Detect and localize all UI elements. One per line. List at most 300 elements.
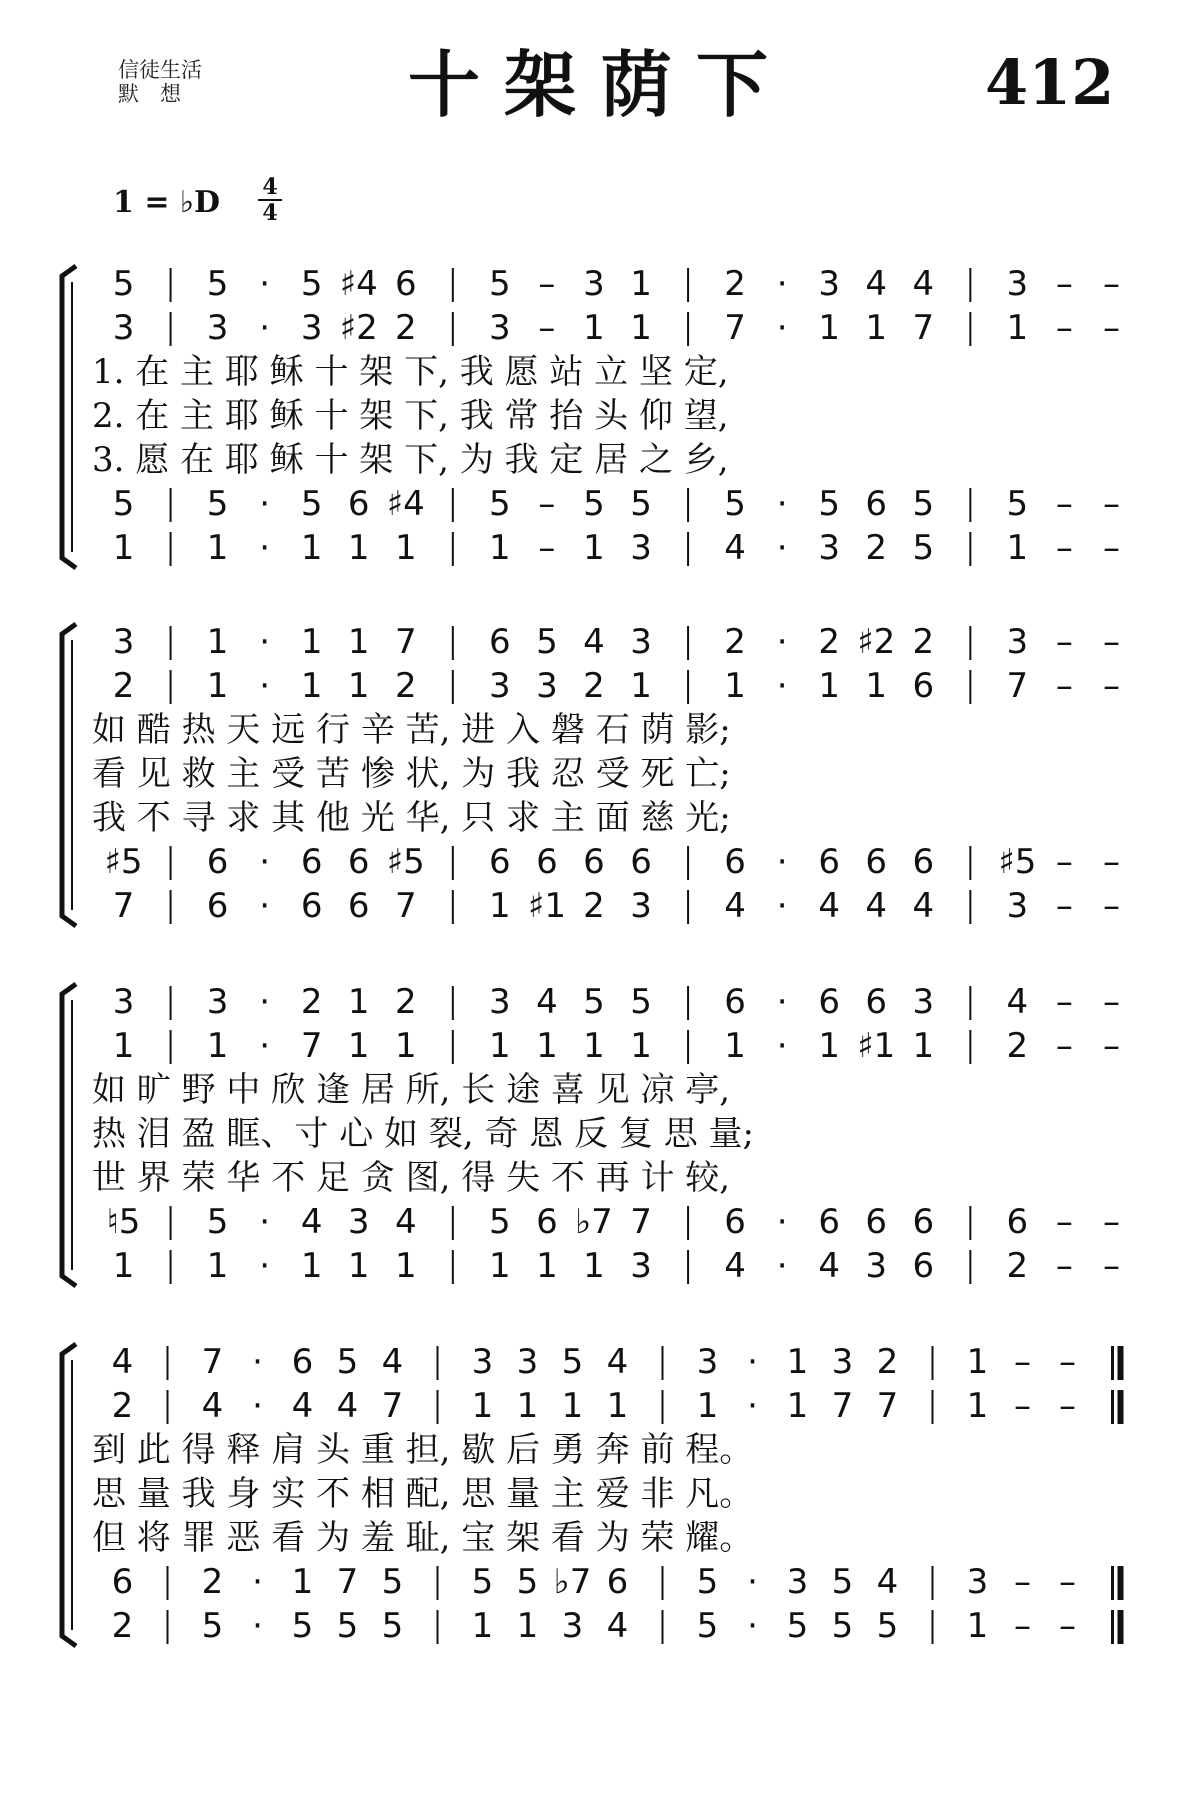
- note: ♭7: [553, 1562, 592, 1602]
- note: 5: [912, 528, 935, 568]
- lyric-line: 思 量 我 身 实 不 相 配, 思 量 主 爱 非 凡。: [92, 1474, 754, 1514]
- note: 6: [606, 1562, 629, 1602]
- note: 6: [489, 622, 511, 662]
- note: 1: [516, 1386, 539, 1426]
- note: 2: [111, 1386, 134, 1426]
- note: 1: [347, 1026, 370, 1066]
- note: 6: [347, 886, 370, 926]
- note: 1: [583, 1246, 605, 1286]
- note: 5: [201, 1606, 224, 1646]
- dot: ·: [776, 264, 788, 304]
- note: 5: [630, 484, 652, 524]
- note: 6: [724, 842, 746, 882]
- note: 1: [347, 622, 370, 662]
- hold-dash: –: [1055, 528, 1073, 568]
- note: 3: [966, 1562, 989, 1602]
- note: 3: [489, 308, 511, 348]
- note: 5: [583, 484, 605, 524]
- dot: ·: [776, 666, 788, 706]
- note: 2: [201, 1562, 224, 1602]
- note: 5: [300, 484, 323, 524]
- note: 5: [876, 1606, 899, 1646]
- hold-dash: –: [1102, 666, 1120, 706]
- note: 6: [536, 1202, 558, 1242]
- lyric-line: 我 不 寻 求 其 他 光 华, 只 求 主 面 慈 光;: [92, 798, 731, 838]
- dot: ·: [776, 1246, 788, 1286]
- note: 3: [471, 1342, 494, 1382]
- dot: ·: [259, 1202, 271, 1242]
- note: 6: [630, 842, 652, 882]
- hold-dash: –: [538, 484, 556, 524]
- hold-dash: –: [1102, 264, 1120, 304]
- note: 5: [291, 1606, 314, 1646]
- note: 3: [1006, 622, 1029, 662]
- note: 5: [300, 264, 323, 304]
- note: 5: [561, 1342, 584, 1382]
- note: 4: [724, 528, 746, 568]
- note: 6: [865, 1202, 888, 1242]
- lyric-line: 到 此 得 释 肩 头 重 担, 歇 后 勇 奔 前 程。: [92, 1430, 754, 1470]
- note: 5: [471, 1562, 494, 1602]
- note: 6: [489, 842, 511, 882]
- note: 4: [111, 1342, 134, 1382]
- dot: ·: [747, 1562, 758, 1602]
- note: 1: [630, 308, 652, 348]
- note: 1: [206, 1246, 229, 1286]
- dot: ·: [259, 1246, 271, 1286]
- note: 3: [489, 982, 511, 1022]
- note: 4: [336, 1386, 359, 1426]
- note: 1: [394, 1026, 417, 1066]
- hold-dash: –: [1059, 1606, 1076, 1646]
- note: 7: [1006, 666, 1029, 706]
- note: 1: [347, 1246, 370, 1286]
- note: 2: [724, 264, 746, 304]
- dot: ·: [259, 308, 271, 348]
- note: 3: [347, 1202, 370, 1242]
- dot: ·: [776, 308, 788, 348]
- note: 7: [630, 1202, 652, 1242]
- note: ♯5: [104, 842, 143, 882]
- note: 6: [865, 484, 888, 524]
- note: 1: [1006, 528, 1029, 568]
- hold-dash: –: [1059, 1386, 1076, 1426]
- note: 1: [1006, 308, 1029, 348]
- dot: ·: [259, 264, 271, 304]
- dot: ·: [259, 484, 271, 524]
- note: 6: [300, 842, 323, 882]
- note: 2: [583, 666, 605, 706]
- note: 5: [489, 1202, 511, 1242]
- note: 1: [206, 1026, 229, 1066]
- lyric-line: 3. 愿 在 耶 稣 十 架 下, 为 我 定 居 之 乡,: [92, 440, 729, 480]
- score-system: [0, 1340, 1200, 1650]
- note: 3: [489, 666, 511, 706]
- note: 5: [206, 1202, 229, 1242]
- hold-dash: –: [1102, 308, 1120, 348]
- hold-dash: –: [1102, 982, 1120, 1022]
- note: 5: [381, 1562, 404, 1602]
- note: 4: [818, 886, 841, 926]
- time-signature: [258, 176, 282, 224]
- note: 3: [112, 982, 135, 1022]
- note: 1: [818, 1026, 841, 1066]
- dot: ·: [776, 886, 788, 926]
- note: ♮5: [106, 1202, 141, 1242]
- dot: ·: [776, 982, 788, 1022]
- note: 4: [1006, 982, 1029, 1022]
- hold-dash: –: [1102, 886, 1120, 926]
- note: 2: [583, 886, 605, 926]
- dot: ·: [252, 1386, 263, 1426]
- note: 1: [912, 1026, 935, 1066]
- hold-dash: –: [1055, 842, 1073, 882]
- note: 3: [112, 622, 135, 662]
- note: 2: [865, 528, 888, 568]
- note: 1: [724, 1026, 746, 1066]
- dot: ·: [252, 1562, 263, 1602]
- note: 5: [786, 1606, 809, 1646]
- note: 1: [561, 1386, 584, 1426]
- score-system: [0, 262, 1200, 572]
- note: 4: [536, 982, 558, 1022]
- note: 7: [336, 1562, 359, 1602]
- note: 7: [381, 1386, 404, 1426]
- note: 1: [786, 1342, 809, 1382]
- note: 3: [206, 308, 229, 348]
- note: 7: [724, 308, 746, 348]
- note: 1: [818, 308, 841, 348]
- subcategory-label: 默 想: [118, 82, 181, 106]
- note: 1: [966, 1386, 989, 1426]
- note: 6: [347, 842, 370, 882]
- hold-dash: –: [1014, 1386, 1031, 1426]
- dot: ·: [259, 1026, 271, 1066]
- note: 3: [818, 528, 841, 568]
- note: 3: [561, 1606, 584, 1646]
- note: 3: [300, 308, 323, 348]
- hold-dash: –: [1055, 982, 1073, 1022]
- note: 5: [112, 484, 135, 524]
- note: 6: [300, 886, 323, 926]
- note: 3: [630, 886, 652, 926]
- note: 6: [206, 886, 229, 926]
- note: 2: [300, 982, 323, 1022]
- note: 3: [912, 982, 935, 1022]
- dot: ·: [776, 1202, 788, 1242]
- note: 3: [696, 1342, 719, 1382]
- note: 6: [865, 842, 888, 882]
- note: 5: [536, 622, 558, 662]
- note: 1: [300, 666, 323, 706]
- note: ♯4: [386, 484, 425, 524]
- hold-dash: –: [1055, 1246, 1073, 1286]
- note: 4: [912, 264, 935, 304]
- note: 6: [347, 484, 370, 524]
- dot: ·: [747, 1342, 758, 1382]
- hymn-header: [0, 0, 1200, 250]
- dot: ·: [747, 1386, 758, 1426]
- note: 7: [394, 622, 417, 662]
- note: ♯1: [527, 886, 566, 926]
- note: 1: [206, 622, 229, 662]
- note: 3: [206, 982, 229, 1022]
- note: 4: [724, 886, 746, 926]
- note: 1: [489, 1026, 511, 1066]
- note: 1: [206, 666, 229, 706]
- note: 1: [300, 622, 323, 662]
- hold-dash: –: [1102, 1246, 1120, 1286]
- note: 3: [516, 1342, 539, 1382]
- hold-dash: –: [538, 528, 556, 568]
- hymn-number: 412: [985, 46, 1115, 119]
- note: 3: [1006, 264, 1029, 304]
- note: 6: [818, 1202, 841, 1242]
- note: ♯1: [857, 1026, 896, 1066]
- note: 1: [786, 1386, 809, 1426]
- lyric-line: 但 将 罪 恶 看 为 羞 耻, 宝 架 看 为 荣 耀。: [92, 1518, 754, 1558]
- hold-dash: –: [1055, 886, 1073, 926]
- dot: ·: [252, 1342, 263, 1382]
- note: 7: [831, 1386, 854, 1426]
- note: 5: [1006, 484, 1029, 524]
- note: 1: [966, 1342, 989, 1382]
- note: 6: [818, 982, 841, 1022]
- note: 1: [606, 1386, 629, 1426]
- note: 1: [966, 1606, 989, 1646]
- note: 6: [865, 982, 888, 1022]
- note: 1: [112, 1026, 135, 1066]
- note: 1: [471, 1606, 494, 1646]
- note: 3: [630, 622, 652, 662]
- lyric-line: 如 旷 野 中 欣 逢 居 所, 长 途 喜 见 凉 亭,: [92, 1070, 731, 1110]
- hold-dash: –: [1055, 666, 1073, 706]
- note: 5: [583, 982, 605, 1022]
- hold-dash: –: [1059, 1342, 1076, 1382]
- note: 1: [724, 666, 746, 706]
- note: 5: [831, 1606, 854, 1646]
- note: 1: [300, 528, 323, 568]
- note: 6: [1006, 1202, 1029, 1242]
- note: 4: [724, 1246, 746, 1286]
- hold-dash: –: [1055, 622, 1073, 662]
- note: 2: [876, 1342, 899, 1382]
- note: 6: [536, 842, 558, 882]
- note: 4: [876, 1562, 899, 1602]
- note: 1: [347, 982, 370, 1022]
- note: 3: [831, 1342, 854, 1382]
- note: 3: [630, 528, 652, 568]
- note: 5: [912, 484, 935, 524]
- note: 5: [489, 264, 511, 304]
- lyric-line: 世 界 荣 华 不 足 贪 图, 得 失 不 再 计 较,: [92, 1158, 731, 1198]
- note: 5: [696, 1606, 719, 1646]
- note: 1: [865, 666, 888, 706]
- note: ♯5: [998, 842, 1037, 882]
- category-label: 信徒生活: [118, 58, 202, 82]
- note: 1: [347, 528, 370, 568]
- note: 1: [583, 1026, 605, 1066]
- dot: ·: [259, 528, 271, 568]
- note: 2: [111, 1606, 134, 1646]
- note: 5: [381, 1606, 404, 1646]
- note: 5: [206, 484, 229, 524]
- note: 2: [394, 308, 417, 348]
- note: 3: [112, 308, 135, 348]
- lyric-line: 2. 在 主 耶 稣 十 架 下, 我 常 抬 头 仰 望,: [92, 396, 729, 436]
- note: 1: [583, 528, 605, 568]
- time-signature-bottom: 4: [262, 200, 278, 226]
- lyric-line: 看 见 救 主 受 苦 惨 状, 为 我 忍 受 死 亡;: [92, 754, 731, 794]
- lyric-line: 如 酷 热 天 远 行 辛 苦, 进 入 磐 石 荫 影;: [92, 710, 731, 750]
- note: ♯2: [339, 308, 378, 348]
- note: 2: [818, 622, 841, 662]
- note: 5: [489, 484, 511, 524]
- note: 7: [300, 1026, 323, 1066]
- note: ♯2: [857, 622, 896, 662]
- hold-dash: –: [1014, 1606, 1031, 1646]
- note: ♯4: [339, 264, 378, 304]
- note: 1: [489, 1246, 511, 1286]
- note: 1: [300, 1246, 323, 1286]
- note: 1: [394, 528, 417, 568]
- note: 4: [818, 1246, 841, 1286]
- lyric-line: 热 泪 盈 眶、寸 心 如 裂, 奇 恩 反 复 思 量;: [92, 1114, 754, 1154]
- note: 5: [696, 1562, 719, 1602]
- dot: ·: [259, 622, 271, 662]
- note: 2: [724, 622, 746, 662]
- note: 1: [489, 886, 511, 926]
- time-signature-top: 4: [262, 174, 278, 200]
- note: 3: [536, 666, 558, 706]
- note: 2: [394, 982, 417, 1022]
- hold-dash: –: [1055, 484, 1073, 524]
- note: 5: [336, 1342, 359, 1382]
- note: 1: [516, 1606, 539, 1646]
- note: 4: [300, 1202, 323, 1242]
- hold-dash: –: [1014, 1562, 1031, 1602]
- note: 4: [606, 1342, 629, 1382]
- score-system: [0, 620, 1200, 930]
- note: 5: [336, 1606, 359, 1646]
- key-signature: 1 = ♭D: [113, 185, 221, 220]
- hold-dash: –: [1102, 528, 1120, 568]
- note: 4: [291, 1386, 314, 1426]
- note: 6: [912, 1246, 935, 1286]
- note: 5: [630, 982, 652, 1022]
- hold-dash: –: [1055, 1202, 1073, 1242]
- hold-dash: –: [1102, 842, 1120, 882]
- note: 6: [291, 1342, 314, 1382]
- note: 1: [583, 308, 605, 348]
- note: 7: [394, 886, 417, 926]
- note: 1: [630, 1026, 652, 1066]
- dot: ·: [776, 484, 788, 524]
- note: 3: [865, 1246, 888, 1286]
- note: 2: [1006, 1026, 1029, 1066]
- note: 6: [583, 842, 605, 882]
- note: 3: [583, 264, 605, 304]
- dot: ·: [259, 982, 271, 1022]
- dot: ·: [747, 1606, 758, 1646]
- note: 1: [112, 1246, 135, 1286]
- note: 3: [630, 1246, 652, 1286]
- hold-dash: –: [538, 264, 556, 304]
- note: 4: [865, 886, 888, 926]
- note: 7: [112, 886, 135, 926]
- note: 4: [381, 1342, 404, 1382]
- lyric-line: 1. 在 主 耶 稣 十 架 下, 我 愿 站 立 坚 定,: [92, 352, 729, 392]
- note: 1: [536, 1246, 558, 1286]
- hold-dash: –: [1014, 1342, 1031, 1382]
- dot: ·: [776, 622, 788, 662]
- hold-dash: –: [1102, 1202, 1120, 1242]
- note: 4: [912, 886, 935, 926]
- note: 4: [606, 1606, 629, 1646]
- dot: ·: [259, 842, 271, 882]
- note: 4: [201, 1386, 224, 1426]
- note: 5: [516, 1562, 539, 1602]
- dot: ·: [252, 1606, 263, 1646]
- note: 3: [786, 1562, 809, 1602]
- note: ♯5: [386, 842, 425, 882]
- note: 5: [724, 484, 746, 524]
- dot: ·: [776, 528, 788, 568]
- note: 7: [201, 1342, 224, 1382]
- note: 6: [912, 666, 935, 706]
- note: 5: [831, 1562, 854, 1602]
- hold-dash: –: [1102, 1026, 1120, 1066]
- note: 7: [912, 308, 935, 348]
- note: 1: [347, 666, 370, 706]
- note: 1: [536, 1026, 558, 1066]
- note: 4: [583, 622, 605, 662]
- note: 1: [112, 528, 135, 568]
- note: 1: [489, 528, 511, 568]
- hymn-title: 十架荫下: [407, 43, 792, 127]
- note: 1: [471, 1386, 494, 1426]
- note: 3: [1006, 886, 1029, 926]
- hold-dash: –: [538, 308, 556, 348]
- hold-dash: –: [1055, 1026, 1073, 1066]
- note: 1: [206, 528, 229, 568]
- dot: ·: [259, 666, 271, 706]
- note: 3: [818, 264, 841, 304]
- note: 6: [912, 842, 935, 882]
- note: 2: [912, 622, 935, 662]
- dot: ·: [776, 1026, 788, 1066]
- note: 4: [865, 264, 888, 304]
- note: 6: [912, 1202, 935, 1242]
- note: 1: [630, 264, 652, 304]
- note: 1: [818, 666, 841, 706]
- note: 1: [630, 666, 652, 706]
- note: 1: [291, 1562, 314, 1602]
- note: 6: [818, 842, 841, 882]
- note: 6: [206, 842, 229, 882]
- note: 1: [865, 308, 888, 348]
- note: 5: [112, 264, 135, 304]
- note: 4: [394, 1202, 417, 1242]
- note: ♭7: [575, 1202, 613, 1242]
- hold-dash: –: [1055, 308, 1073, 348]
- note: 2: [1006, 1246, 1029, 1286]
- note: 7: [876, 1386, 899, 1426]
- note: 5: [818, 484, 841, 524]
- note: 1: [394, 1246, 417, 1286]
- note: 6: [724, 982, 746, 1022]
- note: 1: [696, 1386, 719, 1426]
